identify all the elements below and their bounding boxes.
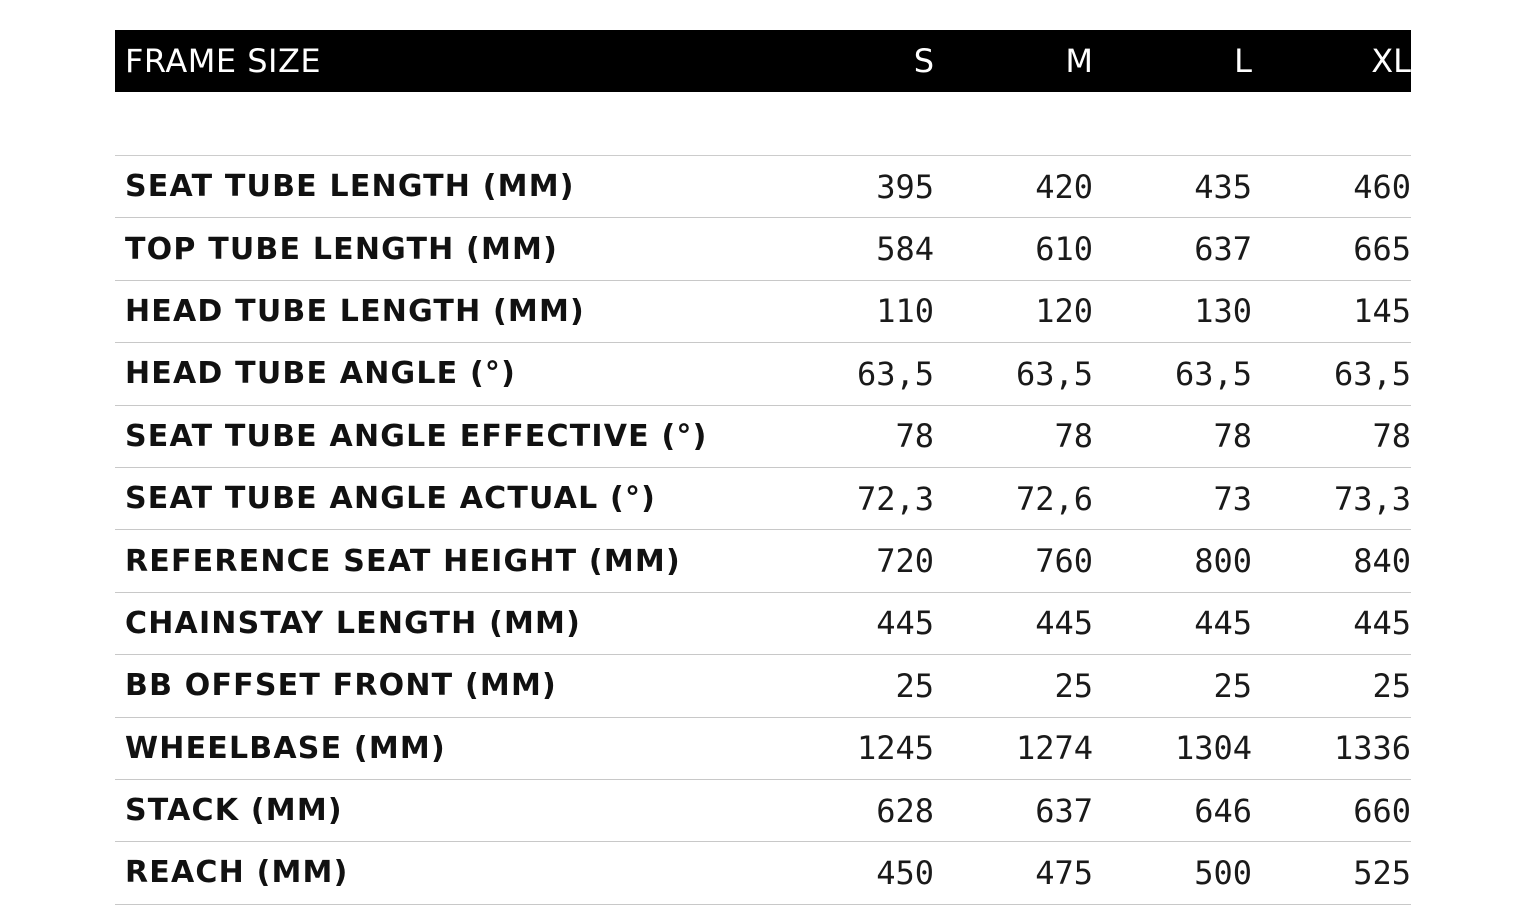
size-column-m: M (1065, 42, 1093, 80)
row-value: 395 (876, 167, 934, 206)
row-label: SEAT TUBE ANGLE EFFECTIVE (°) (125, 418, 708, 454)
row-value: 145 (1353, 292, 1411, 331)
row-value: 1274 (1015, 729, 1093, 768)
row-value: 665 (1353, 230, 1411, 269)
row-value: 445 (1353, 604, 1411, 643)
row-label: CHAINSTAY LENGTH (MM) (125, 605, 582, 641)
row-value: 78 (895, 417, 934, 456)
row-label: SEAT TUBE ANGLE ACTUAL (°) (125, 481, 657, 517)
row-value: 25 (895, 666, 934, 705)
table-row (115, 468, 1411, 530)
row-value: 445 (1035, 604, 1093, 643)
row-value: 110 (876, 292, 934, 331)
size-column-s: S (913, 42, 934, 80)
row-label: WHEELBASE (MM) (125, 730, 446, 766)
row-value: 73,3 (1333, 479, 1411, 518)
row-value: 445 (1194, 604, 1252, 643)
table-row (115, 156, 1411, 218)
table-row (115, 593, 1411, 655)
row-value: 78 (1054, 417, 1093, 456)
header-spacer (115, 92, 1411, 156)
table-row (115, 780, 1411, 842)
table-row (115, 281, 1411, 343)
row-value: 72,3 (856, 479, 934, 518)
row-label: HEAD TUBE ANGLE (°) (125, 356, 517, 392)
row-label: STACK (MM) (125, 793, 343, 829)
row-value: 78 (1372, 417, 1411, 456)
table-row (115, 655, 1411, 717)
row-value: 25 (1054, 666, 1093, 705)
size-column-l: L (1234, 42, 1252, 80)
row-value: 760 (1035, 542, 1093, 581)
table-row (115, 530, 1411, 592)
geometry-table (115, 30, 1411, 905)
row-value: 450 (876, 853, 934, 892)
row-value: 63,5 (1333, 354, 1411, 393)
row-label: TOP TUBE LENGTH (MM) (125, 231, 558, 267)
row-value: 73 (1213, 479, 1252, 518)
frame-size-header: FRAME SIZE (125, 42, 322, 80)
row-value: 435 (1194, 167, 1252, 206)
row-value: 475 (1035, 853, 1093, 892)
row-value: 628 (876, 791, 934, 830)
table-row (115, 718, 1411, 780)
row-value: 120 (1035, 292, 1093, 331)
row-label: REACH (MM) (125, 855, 349, 891)
row-value: 637 (1035, 791, 1093, 830)
table-row (115, 406, 1411, 468)
row-value: 584 (876, 230, 934, 269)
row-value: 610 (1035, 230, 1093, 269)
row-value: 63,5 (1174, 354, 1252, 393)
row-value: 660 (1353, 791, 1411, 830)
row-value: 130 (1194, 292, 1252, 331)
row-value: 840 (1353, 542, 1411, 581)
row-value: 63,5 (1015, 354, 1093, 393)
row-value: 1304 (1174, 729, 1252, 768)
row-value: 646 (1194, 791, 1252, 830)
row-value: 1245 (856, 729, 934, 768)
row-label: REFERENCE SEAT HEIGHT (MM) (125, 543, 681, 579)
table-body (115, 156, 1411, 905)
row-label: HEAD TUBE LENGTH (MM) (125, 293, 585, 329)
row-value: 720 (876, 542, 934, 581)
size-column-xl: XL (1371, 42, 1411, 80)
table-header (115, 30, 1411, 92)
row-value: 445 (876, 604, 934, 643)
row-value: 25 (1372, 666, 1411, 705)
row-label: BB OFFSET FRONT (MM) (125, 668, 557, 704)
row-value: 460 (1353, 167, 1411, 206)
row-value: 78 (1213, 417, 1252, 456)
row-value: 1336 (1333, 729, 1411, 768)
row-value: 63,5 (856, 354, 934, 393)
row-value: 637 (1194, 230, 1252, 269)
row-value: 800 (1194, 542, 1252, 581)
table-row (115, 218, 1411, 280)
row-label: SEAT TUBE LENGTH (MM) (125, 169, 575, 205)
row-value: 420 (1035, 167, 1093, 206)
row-value: 500 (1194, 853, 1252, 892)
table-row (115, 842, 1411, 904)
table-row (115, 343, 1411, 405)
row-value: 72,6 (1015, 479, 1093, 518)
row-value: 525 (1353, 853, 1411, 892)
row-value: 25 (1213, 666, 1252, 705)
